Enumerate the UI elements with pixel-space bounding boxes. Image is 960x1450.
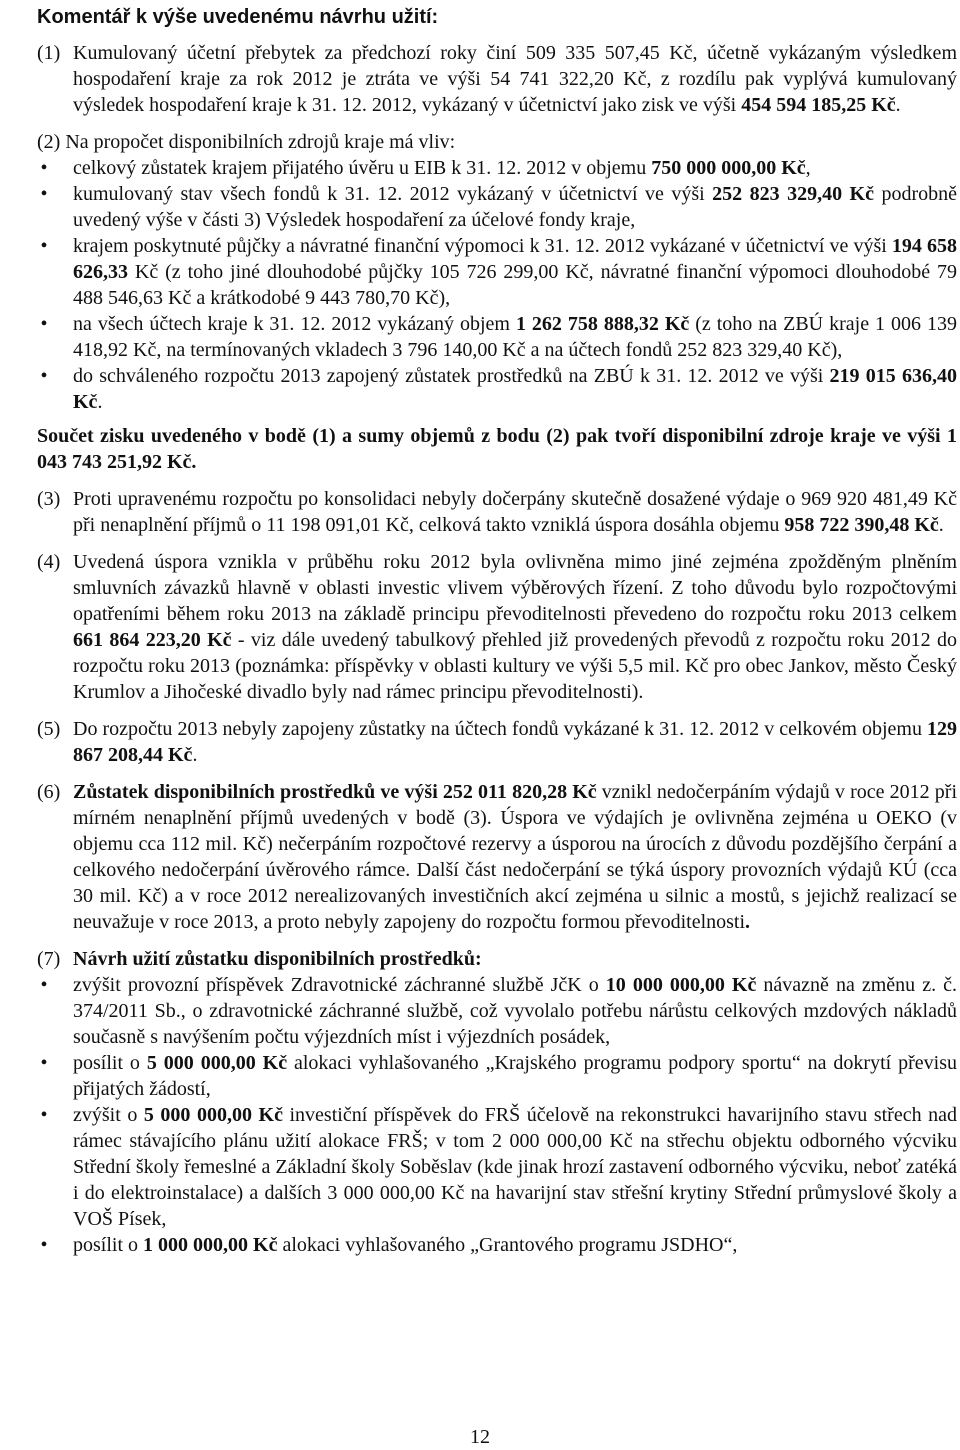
list-item: • zvýšit provozní příspěvek Zdravotnické záchranné službě JčK o 10 000 000,00 Kč návazně na změnu z. č. 374/2011 Sb., o zdravotnické záchranné službě, což vyvolalo potřebu nárůstu celkových mzdových nákladů současně s navýšením počtu výjezdních míst i výjezdních posádek, xyxy=(37,972,957,1050)
bullet-icon: • xyxy=(40,1104,48,1126)
paragraph-number: (5) xyxy=(37,718,61,740)
bullet-icon: • xyxy=(40,313,48,335)
paragraph-2 xyxy=(37,129,957,415)
bullet-icon: • xyxy=(40,1234,48,1256)
list-item: • posílit o 5 000 000,00 Kč alokaci vyhlašovaného „Krajského programu podpory sportu“ na dokrytí převisu přijatých žádostí, xyxy=(37,1050,957,1102)
list-item: • posílit o 1 000 000,00 Kč alokaci vyhlašovaného „Grantového programu JSDHO“, xyxy=(37,1232,957,1258)
list-item: • celkový zůstatek krajem přijatého úvěru u EIB k 31. 12. 2012 v objemu 750 000 000,00 Kč, xyxy=(37,155,957,181)
bullet-icon: • xyxy=(40,365,48,387)
paragraph-4: (4) Uvedená úspora vznikla v průběhu roku 2012 byla ovlivněna mimo jiné zejména zpožděným plněním smluvních závazků hlavně v oblasti investic vlivem výběrových řízení. Z toho důvodu bylo rozpočtovými opatřeními během roku 2013 na základě principu převoditelnosti převedeno do rozpočtu roku 2013 celkem 661 864 223,20 Kč - viz dále uvedený tabulkový přehled již provedených převodů z rozpočtu roku 2012 do rozpočtu roku 2013 (poznámka: příspěvky v oblasti kultury ve výši 5,5 mil. Kč pro obec Jankov, město Český Krumlov a Jihočeské divadlo byly nad rámec principu převoditelnosti). xyxy=(37,551,957,703)
page-number: 12 xyxy=(470,1426,490,1448)
paragraph-number: (7) xyxy=(37,948,61,970)
bullet-icon: • xyxy=(40,1052,48,1074)
paragraph-6: (6) Zůstatek disponibilních prostředků ve výši 252 011 820,28 Kč vznikl nedočerpáním výdajů v roce 2012 při mírném nenaplnění příjmů uvedených v bodě (3). Úspora ve výdajích je ovlivněna zejména u OEKO (v objemu cca 112 mil. Kč) nečerpáním rozpočtové rezervy a úsporou na úrocích z důvodu pozdějšího čerpání a celkového nedočerpání úvěrového rámce. Další část nedočerpání se týká úspory provozních výdajů KÚ (cca 30 mil. Kč) a v roce 2012 nerealizovaných investičních akcí zejména u silnic a mostů, s jejichž realizací se neuvažuje v roce 2013, a proto nebyly zapojeny do rozpočtu formou převoditelnosti. xyxy=(37,781,957,933)
paragraph-2-list xyxy=(37,155,957,415)
bullet-icon: • xyxy=(40,157,48,179)
paragraph-7-title: Návrh užití zůstatku disponibilních prostředků: xyxy=(73,948,482,970)
bullet-icon: • xyxy=(40,235,48,257)
bullet-icon: • xyxy=(40,974,48,996)
document-page xyxy=(37,4,957,1258)
list-item: • krajem poskytnuté půjčky a návratné finanční výpomoci k 31. 12. 2012 vykázané v účetnictví ve výši 194 658 626,33 Kč (z toho jiné dlouhodobé půjčky 105 726 299,00 Kč, návratné finanční výpomoci dlouhodobé 79 488 546,63 Kč a krátkodobé 9 443 780,70 Kč), xyxy=(37,233,957,311)
list-item: • na všech účtech kraje k 31. 12. 2012 vykázaný objem 1 262 758 888,32 Kč (z toho na ZBÚ kraje 1 006 139 418,92 Kč, na termínovaných vkladech 3 796 140,00 Kč a na účtech fondů 252 823 329,40 Kč), xyxy=(37,311,957,363)
bullet-icon: • xyxy=(40,183,48,205)
list-item: • kumulovaný stav všech fondů k 31. 12. 2012 vykázaný v účetnictví ve výši 252 823 329,40 Kč podrobně uvedený výše v části 3) Výsledek hospodaření za účelové fondy kraje, xyxy=(37,181,957,233)
paragraph-7 xyxy=(37,946,957,972)
paragraph-number: (3) xyxy=(37,488,61,510)
list-item: • zvýšit o 5 000 000,00 Kč investiční příspěvek do FRŠ účelově na rekonstrukci havarijního stavu střech nad rámec stávajícího plánu užití alokace FRŠ; v tom 2 000 000,00 Kč na střechu objektu odborného výcviku Střední školy řemeslné a Základní školy Soběslav (kde jinak hrozí zastavení odborného výcviku, neboť zatéká i do elektroinstalace) a dalších 3 000 000,00 Kč na havarijní stav střešní krytiny Střední průmyslové školy a VOŠ Písek, xyxy=(37,1102,957,1232)
paragraph-3: (3) Proti upravenému rozpočtu po konsolidaci nebyly dočerpány skutečně dosažené výdaje o 969 920 481,49 Kč při nenaplnění příjmů o 11 198 091,01 Kč, celková takto vzniklá úspora dosáhla objemu 958 722 390,48 Kč. xyxy=(37,488,957,536)
paragraph-number: (4) xyxy=(37,551,61,573)
paragraph-number: (6) xyxy=(37,781,61,803)
paragraph-7-list xyxy=(37,972,957,1258)
paragraph-2-intro: (2) Na propočet disponibilních zdrojů kraje má vliv: xyxy=(37,131,456,153)
paragraph-number: (1) xyxy=(37,42,61,64)
paragraph-5: (5) Do rozpočtu 2013 nebyly zapojeny zůstatky na účtech fondů vykázané k 31. 12. 2012 v celkovém objemu 129 867 208,44 Kč. xyxy=(37,718,957,766)
summary-statement: Součet zisku uvedeného v bodě (1) a sumy objemů z bodu (2) pak tvoří disponibilní zdroje kraje ve výši 1 043 743 251,92 Kč. xyxy=(37,425,957,473)
paragraph-1: (1) Kumulovaný účetní přebytek za předchozí roky činí 509 335 507,45 Kč, účetně vykázaným výsledkem hospodaření kraje za rok 2012 je ztráta ve výši 54 741 322,20 Kč, z rozdílu pak vyplývá kumulovaný výsledek hospodaření kraje k 31. 12. 2012, vykázaný v účetnictví jako zisk ve výši 454 594 185,25 Kč. xyxy=(37,42,957,116)
list-item: • do schváleného rozpočtu 2013 zapojený zůstatek prostředků na ZBÚ k 31. 12. 2012 ve výši 219 015 636,40 Kč. xyxy=(37,363,957,415)
section-heading: Komentář k výše uvedenému návrhu užití: xyxy=(37,6,439,28)
